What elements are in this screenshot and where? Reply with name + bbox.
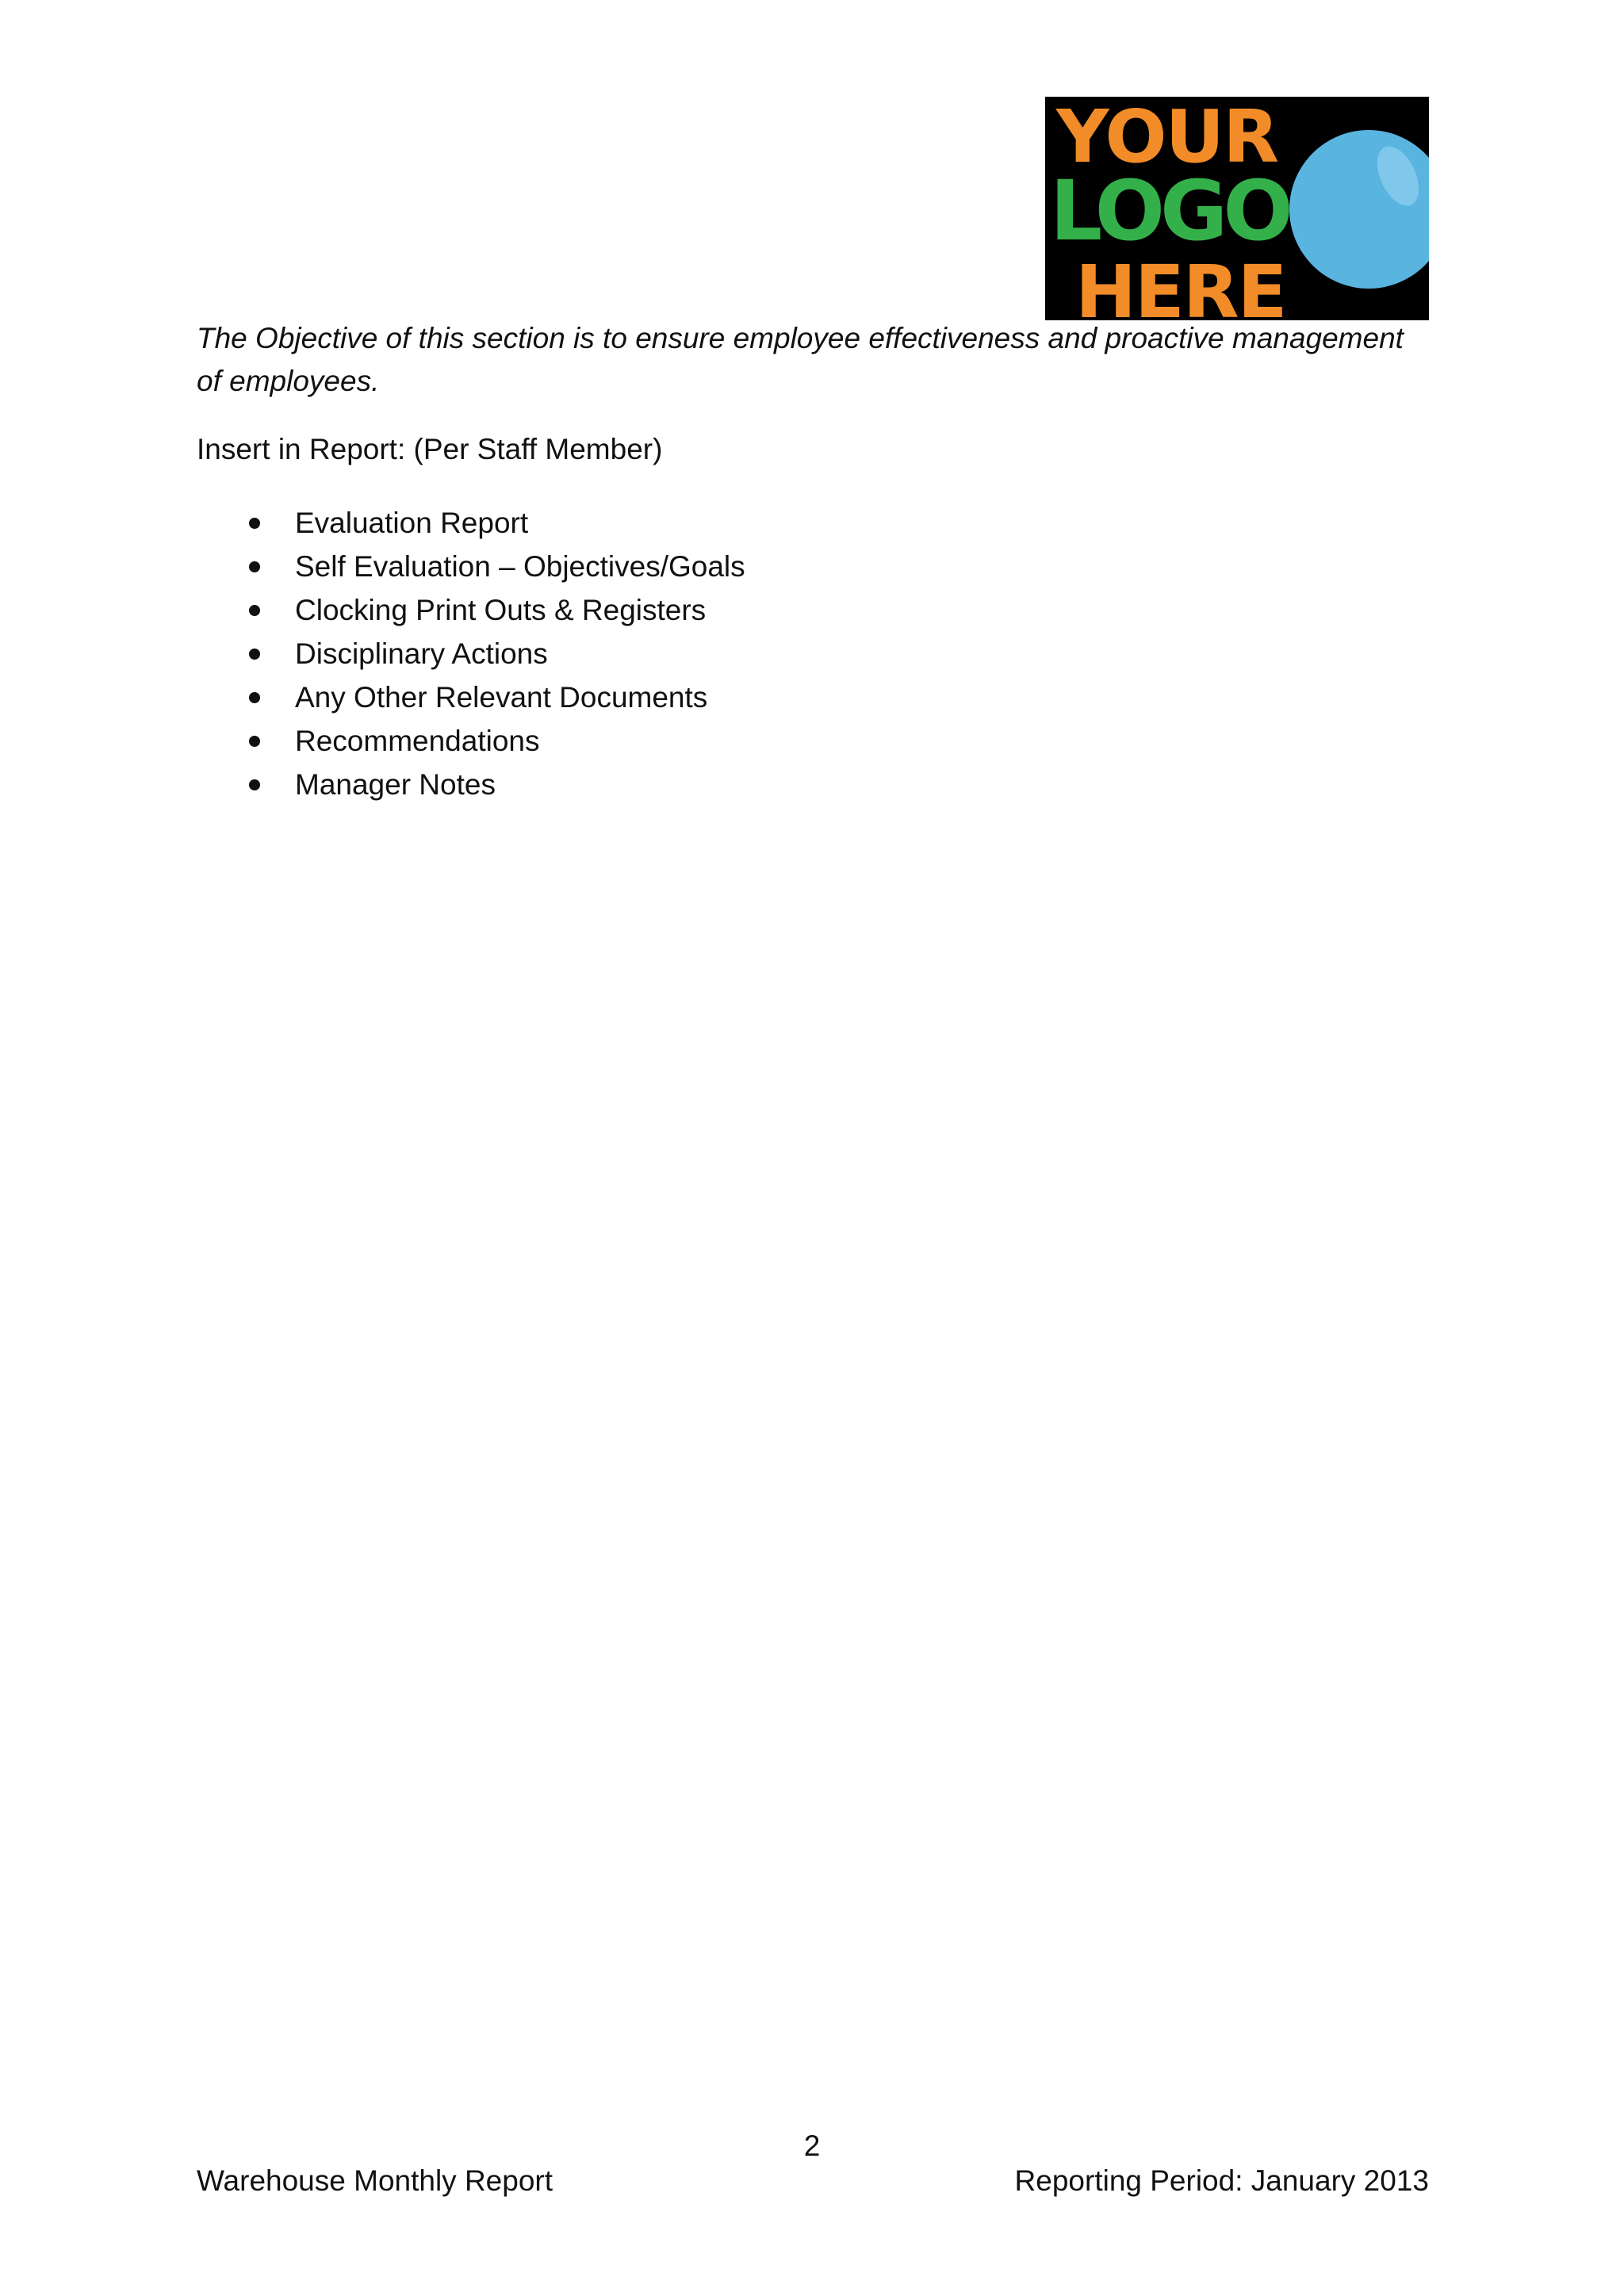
list-item bbox=[197, 588, 745, 632]
bullet-icon bbox=[249, 561, 260, 572]
list-item bbox=[197, 632, 745, 675]
bullet-icon bbox=[249, 779, 260, 790]
bullet-icon bbox=[249, 736, 260, 747]
objective-paragraph: The Objective of this section is to ensure employee effectiveness and proactive management of employees. bbox=[197, 322, 1404, 397]
footer-reporting-period: Reporting Period: January 2013 bbox=[1014, 2164, 1429, 2197]
list-item bbox=[197, 501, 745, 545]
footer-report-title: Warehouse Monthly Report bbox=[197, 2164, 553, 2197]
list-item bbox=[197, 545, 745, 588]
bullet-icon bbox=[249, 605, 260, 616]
list-item bbox=[197, 675, 745, 719]
list-item bbox=[197, 719, 745, 763]
list-item-label: Evaluation Report bbox=[295, 507, 529, 539]
list-item-label: Recommendations bbox=[295, 725, 540, 757]
list-item-label: Manager Notes bbox=[295, 768, 496, 801]
bullet-icon bbox=[249, 518, 260, 529]
logo-line-3: HERE bbox=[1075, 250, 1286, 320]
logo-circle bbox=[1289, 130, 1429, 289]
company-logo bbox=[1045, 97, 1429, 320]
insert-heading: Insert in Report: (Per Staff Member) bbox=[197, 433, 663, 465]
list-item-label: Self Evaluation – Objectives/Goals bbox=[295, 550, 745, 583]
bullet-icon bbox=[249, 692, 260, 703]
list-item bbox=[197, 763, 745, 806]
list-item-label: Clocking Print Outs & Registers bbox=[295, 594, 707, 626]
page-number: 2 bbox=[803, 2130, 821, 2162]
list-item-label: Disciplinary Actions bbox=[295, 637, 548, 670]
report-items-list bbox=[197, 501, 745, 806]
list-item-label: Any Other Relevant Documents bbox=[295, 681, 708, 714]
logo-line-2: LOGO bbox=[1050, 163, 1289, 259]
logo-line-1: YOUR bbox=[1056, 97, 1278, 179]
logo-graphic bbox=[1045, 97, 1429, 320]
bullet-icon bbox=[249, 649, 260, 660]
